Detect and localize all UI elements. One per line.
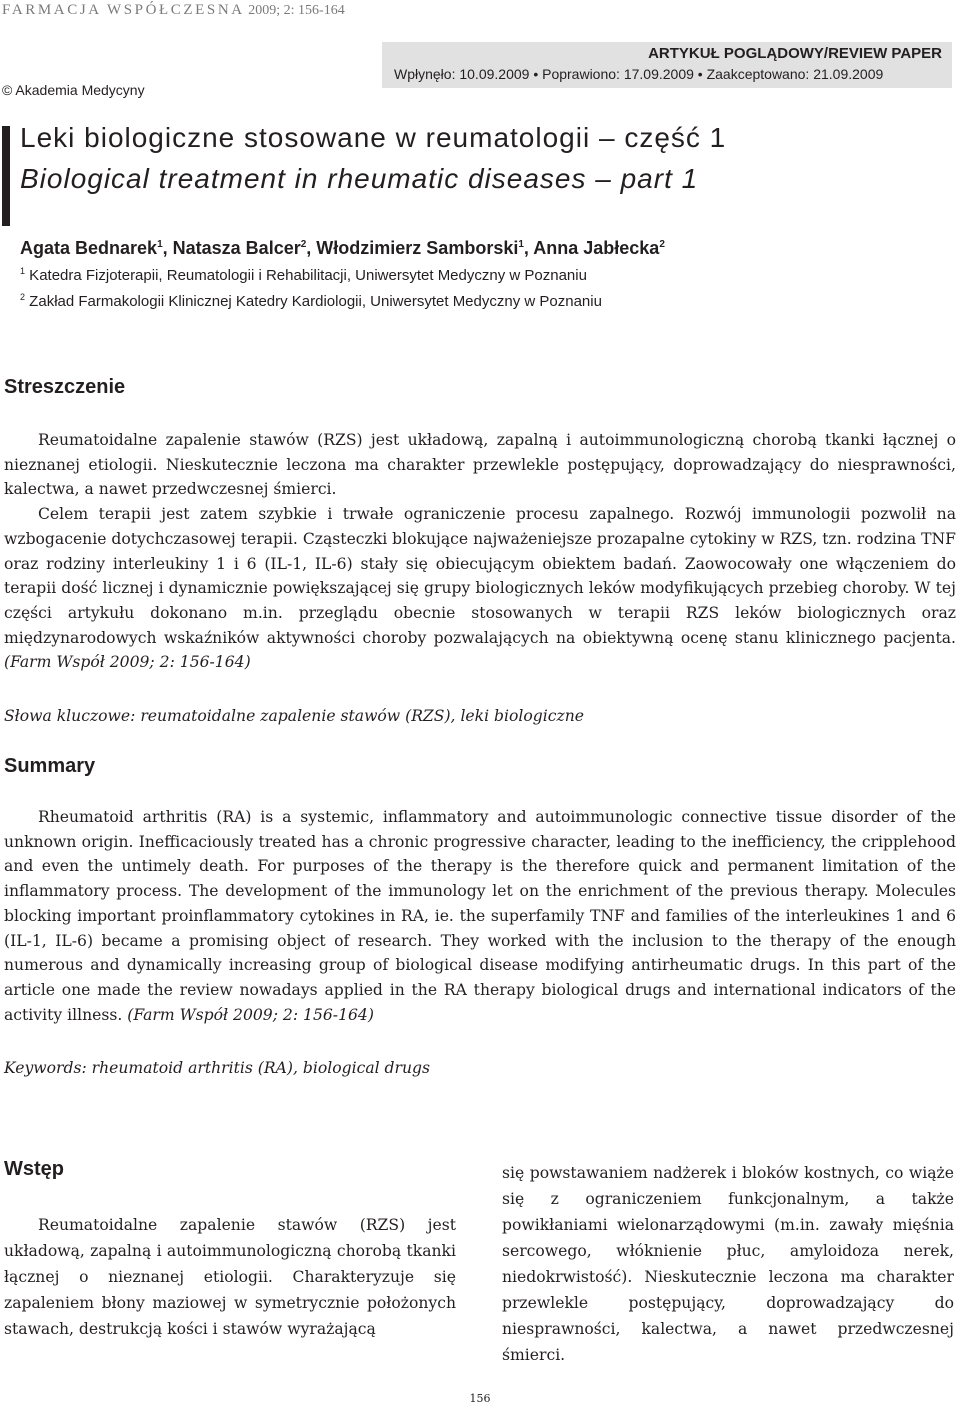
- heading-streszczenie: Streszczenie: [4, 376, 126, 398]
- abstract-citation: (Farm Współ 2009; 2: 156-164): [4, 653, 251, 672]
- author-name: Włodzimierz Samborski: [316, 238, 519, 258]
- author-affiliation-mark: 1: [157, 239, 163, 250]
- journal-header: [2, 2, 345, 19]
- author-name: Agata Bednarek: [20, 238, 158, 258]
- intro-left-column: Reumatoidalne zapalenie stawów (RZS) jest układową, zapalną i autoimmunologiczną chorobą tkanki łącznej o nieznanej etiologii. Charakteryzuje się zapaleniem błony maziowej w symetrycznie położonych stawach, destrukcją kości i stawów wyrażającą: [4, 1216, 456, 1338]
- abstract-english: [4, 805, 956, 1027]
- author-affiliation-mark: 2: [659, 239, 665, 250]
- abstract-polish-paragraph: Celem terapii jest zatem szybkie i trwałe ograniczenie procesu zapalnego. Rozwój immunologii pozwolił na wzbogacenie dotychczasowej terapii. Cząsteczki blokujące najważeniejsze prozapalne cytokiny w RZS, tzn. rodzina TNF oraz rodziny interleukiny 1 i 6 (IL-1, IL-6) stały się obiecującym obiektem badań. Zaowocowały one włączeniem do terapii dość licznej i dynamicznie powiększającej się grupy biologicznych leków modyfikujących przebieg choroby. W tej części artykułu dokonano m.in. przeglądu obecnie stosowanych w terapii RZS leków biologicznych oraz międzynarodowych wskaźników aktywności choroby pozwalających na obiektywną ocenę stanu klinicznego pacjenta. (Farm Współ 2009; 2: 156-164): [4, 505, 956, 672]
- affiliation-2: $^2$ Zakład Farmakologii Klinicznej Katedry Kardiologii, Uniwersytet Medyczny w Poznaniu: [20, 292, 602, 310]
- journal-citation: 2009; 2: 156-164: [244, 3, 345, 18]
- title-english: Biological treatment in rheumatic diseases – part 1: [20, 163, 699, 194]
- author-affiliation-mark: 2: [300, 239, 307, 250]
- abstract-citation: (Farm Współ 2009; 2: 156-164): [127, 1005, 374, 1024]
- author-name: Anna Jabłecka: [533, 238, 660, 258]
- abstract-polish: [4, 428, 956, 675]
- heading-summary: Summary: [4, 755, 96, 777]
- copyright-notice: © Akademia Medycyny: [2, 82, 145, 98]
- affiliation-1: $^1$ Katedra Fizjoterapii, Reumatologii i Rehabilitacji, Uniwersytet Medyczny w Poznaniu: [20, 266, 587, 284]
- article-info-box: [382, 42, 952, 88]
- title-polish: Leki biologiczne stosowane w reumatologii – część 1: [20, 122, 727, 153]
- page-number: 156: [469, 1392, 491, 1405]
- author-list: Agata Bednarek$^1$, Natasza Balcer$^2$, Włodzimierz Samborski$^1$, Anna Jabłecka$^2$: [20, 238, 665, 258]
- submission-dates: Wpłynęło: 10.09.2009 • Poprawiono: 17.09.2009 • Zaakceptowano: 21.09.2009: [394, 66, 884, 82]
- keywords-polish: Słowa kluczowe: reumatoidalne zapalenie stawów (RZS), leki biologiczne: [4, 707, 584, 725]
- keywords-english: Keywords: rheumatoid arthritis (RA), biological drugs: [4, 1059, 431, 1077]
- abstract-english-paragraph: Rheumatoid arthritis (RA) is a systemic, inflammatory and autoimmunologic connective tissue disorder of the unknown origin. Inefficaciously treated has a chronic progressive character, leading to the inefficiency, the cripplehood and even the untimely death. For purposes of the therapy is the therefore quick and permanent limitation of the inflammatory process. The development of the immunology let on the enrichment of the previous therapy. Molecules blocking important proinflammatory cytokines in RA, ie. the superfamily TNF and families of the interleukines 1 and 6 (IL-1, IL-6) became a promising object of research. They worked with the inclusion to the therapy of the enough numerous and dynamically increasing group of biological disease modifying antirheumatic drugs. In this part of the article one made the review nowadays applied in the RA therapy biological drugs and international indicators of the activity illness. (Farm Współ 2009; 2: 156-164): [4, 808, 956, 1024]
- title-accent-bar: [2, 126, 10, 226]
- author-name: Natasza Balcer: [172, 238, 301, 258]
- abstract-polish-paragraph: Reumatoidalne zapalenie stawów (RZS) jest układową, zapalną i autoimmunologiczną chorobą tkanki łącznej o nieznanej etiologii. Nieskutecznie leczona ma charakter przewlekle postępujący, doprowadzający do niesprawności, kalectwa, a nawet przedwczesnej śmierci.: [4, 431, 956, 499]
- intro-right-column: się powstawaniem nadżerek i bloków kostnych, co wiąże się z ograniczeniem funkcjonalnym, a także powikłaniami wielonarządowymi (m.in. zawały mięśnia sercowego, włóknienie płuc, amyloidoza nerek, niedokrwistość). Nieskutecznie leczona ma charakter przewlekle postępujący, doprowadzający do niesprawności, kalectwa, a nawet przedwczesnej śmierci.: [502, 1164, 954, 1364]
- journal-name: FARMACJA WSPÓŁCZESNA: [2, 2, 245, 18]
- author-affiliation-mark: 1: [518, 239, 524, 250]
- article-type: ARTYKUŁ POGLĄDOWY/REVIEW PAPER: [648, 45, 942, 62]
- heading-wstep: Wstęp: [4, 1158, 64, 1180]
